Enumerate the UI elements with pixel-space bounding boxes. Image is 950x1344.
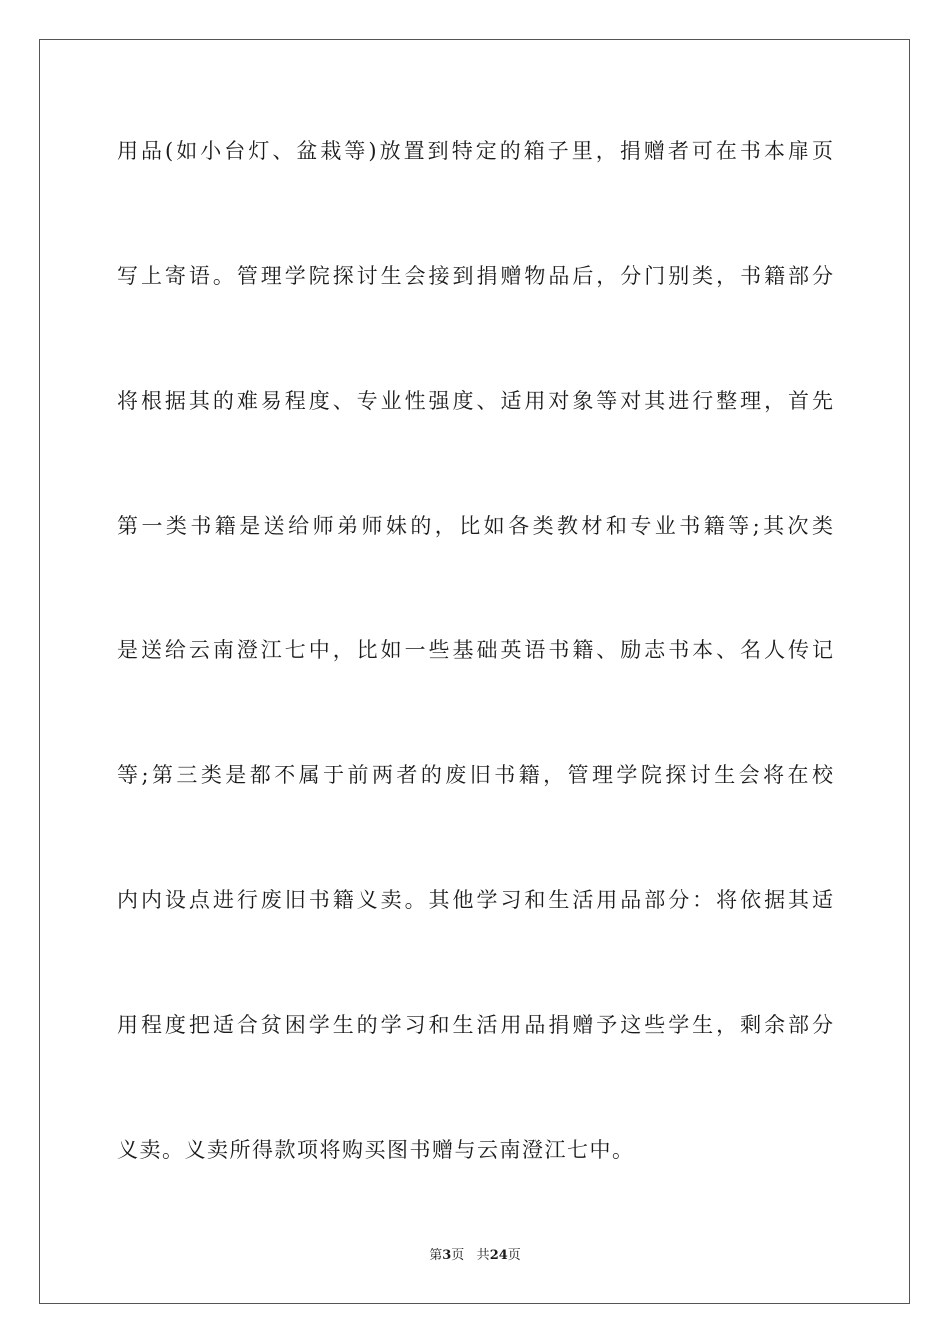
paragraph-line: 第一类书籍是送给师弟师妹的，比如各类教材和专业书籍等;其次类: [117, 514, 833, 538]
paragraph-line-last: 义卖。义卖所得款项将购买图书赠与云南澄江七中。: [117, 1138, 635, 1162]
total-pages: 24: [489, 1248, 508, 1263]
page-suffix: 页: [451, 1248, 465, 1263]
paragraph-line: 用程度把适合贫困学生的学习和生活用品捐赠予这些学生，剩余部分: [117, 1013, 833, 1037]
page-number: 3: [442, 1248, 452, 1263]
paragraph-line: 将根据其的难易程度、专业性强度、适用对象等对其进行整理，首先: [117, 389, 833, 413]
page-border: [39, 39, 910, 1304]
paragraph-line: 内内设点进行废旧书籍义卖。其他学习和生活用品部分：将依据其适: [117, 888, 833, 912]
page-prefix: 第: [429, 1248, 443, 1263]
paragraph-line: 用品(如小台灯、盆栽等)放置到特定的箱子里，捐赠者可在书本扉页: [117, 139, 833, 163]
paragraph-line: 是送给云南澄江七中，比如一些基础英语书籍、励志书本、名人传记: [117, 638, 833, 662]
total-suffix: 页: [507, 1248, 521, 1263]
paragraph-line: 等;第三类是都不属于前两者的废旧书籍，管理学院探讨生会将在校: [117, 763, 833, 787]
paragraph-line: 写上寄语。管理学院探讨生会接到捐赠物品后，分门别类，书籍部分: [117, 264, 833, 288]
total-prefix: 共: [476, 1248, 490, 1263]
page-footer: [0, 1247, 950, 1265]
